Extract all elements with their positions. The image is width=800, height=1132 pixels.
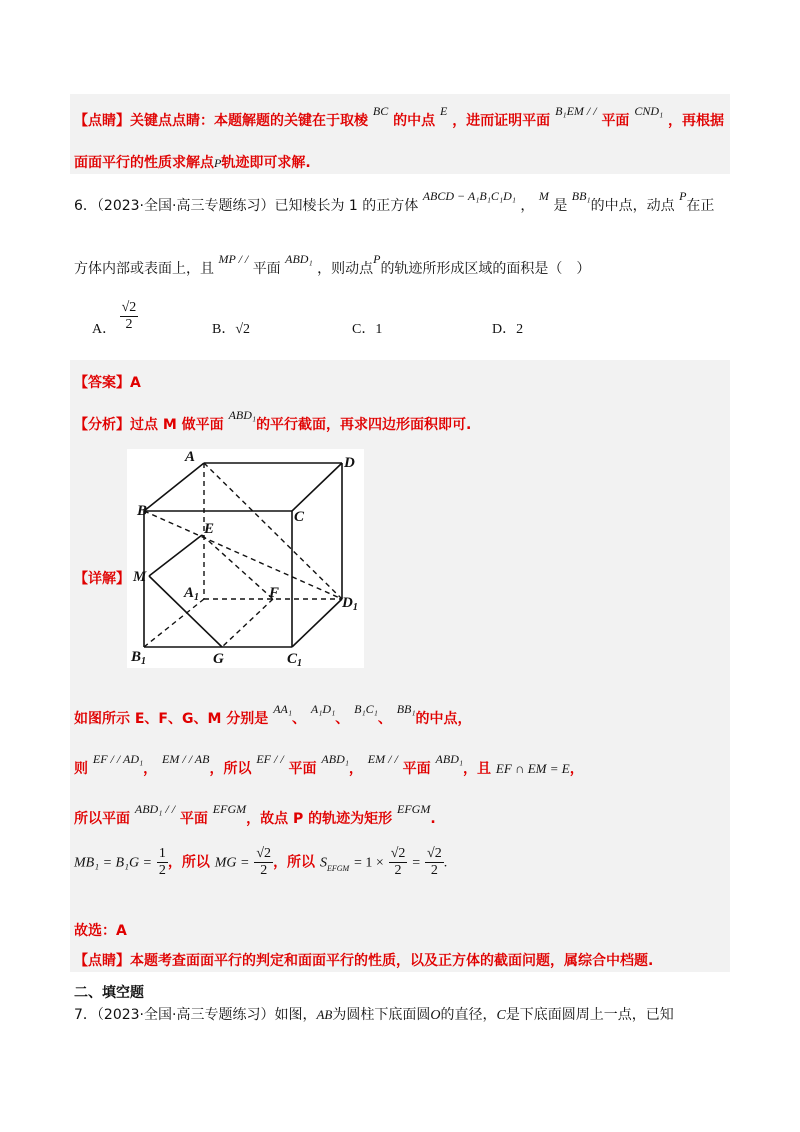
hint-bottom-line: 【点睛】本题考查面面平行的判定和面面平行的性质，以及正方体的截面问题，属综合中档题.: [74, 953, 654, 969]
label-M: M: [133, 569, 147, 585]
hint-tag: 【点睛】: [74, 113, 130, 129]
option-a[interactable]: A． $\frac{√2}{2}$: [92, 300, 137, 337]
option-c[interactable]: C．1: [352, 322, 383, 337]
label-E: E: [204, 521, 215, 537]
frac-half: $\frac{1}{2}$: [158, 846, 166, 878]
hint-top-line1: 【点睛】关键点点睛：本题解题的关键在于取棱 BC 的中点 E ，进而证明平面 B₁EM / / 平面 CND₁ ，再根据: [74, 104, 725, 129]
question-7-line1: 7．（2023·全国·高三专题练习）如图，AB为圆柱下底面圆O的直径，C是下底面圆周上一点，已知: [74, 1007, 674, 1023]
label-D: D: [344, 455, 355, 471]
cube-figure: [127, 449, 364, 668]
label-D1: $D_1$: [342, 595, 358, 613]
option-d[interactable]: D．2: [492, 322, 524, 337]
hint-top-line2: 面面平行的性质求解点P轨迹即可求解.: [74, 155, 311, 171]
answer-line: 【答案】A: [74, 375, 141, 391]
label-G: G: [213, 651, 224, 667]
label-B1: $B_1$: [131, 649, 147, 667]
frac-sqrt2-over-2-c: $\frac{√2}{2}$: [427, 846, 442, 878]
choose-line: 故选：A: [74, 923, 127, 939]
detail-line1: 如图所示 E、F、G、M 分别是 AA₁、 A₁D₁、 B₁C₁、 BB₁的中点，: [74, 702, 472, 727]
detail-line2: 则 EF / / AD₁， EM / / AB，所以 EF / / 平面 ABD₁， EM / / 平面 ABD₁，且 EF ∩ EM = E，: [74, 752, 584, 777]
analysis-line: 【分析】过点 M 做平面 ABD₁的平行截面，再求四边形面积即可.: [74, 408, 472, 433]
question-6-line1: 6．（2023·全国·高三专题练习）已知棱长为 1 的正方体 ABCD − A₁B₁C₁D₁ ， M 是 BB₁的中点，动点 P在正: [74, 189, 715, 214]
option-a-value: $\frac{√2}{2}$: [121, 300, 137, 332]
detail-line4: MB₁ = B₁G = $\frac{1}{2}$ ，所以 MG = $\frac{√2}{2}$ ，所以 $S_{EFGM} = 1$ × $\frac{√2}{2}$ = $\frac{√2}{2}$ .: [74, 846, 448, 878]
frac-sqrt2-over-2-b: $\frac{√2}{2}$: [390, 846, 406, 878]
label-A1: $A_1$: [184, 585, 200, 603]
option-b[interactable]: B．√2: [212, 322, 251, 337]
label-F: F: [269, 585, 280, 601]
label-B: B: [137, 503, 148, 519]
label-C: C: [294, 509, 305, 525]
detail-line3: 所以平面 ABD₁ / / 平面 EFGM，故点 P 的轨迹为矩形 EFGM.: [74, 802, 436, 827]
frac-sqrt2-over-2-a: $\frac{√2}{2}$: [256, 846, 272, 878]
detail-tag: 【详解】: [74, 571, 130, 587]
label-A: A: [185, 449, 196, 465]
section-title: 二、填空题: [74, 985, 144, 1001]
label-C1: $C_1$: [287, 651, 303, 668]
question-6-line2: 方体内部或表面上，且 MP / / 平面 ABD₁ ，则动点P的轨迹所形成区域的面积是（ ）: [74, 252, 591, 277]
